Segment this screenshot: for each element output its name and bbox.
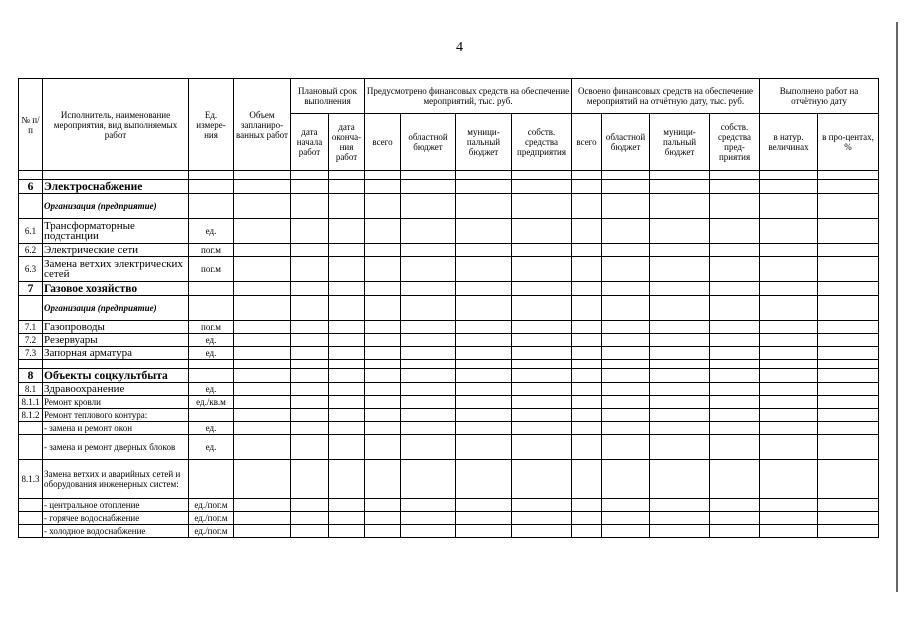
table-row [19,499,879,512]
row-name: Замена ветхих электрических сетей [43,257,189,282]
page-number: 4 [456,40,463,55]
row-name: Ремонт теплового контура: [43,409,189,422]
row-num: 7 [19,282,43,296]
row-name: Объекты соцкультбыта [43,369,189,383]
row-num: 6.2 [19,244,43,257]
header-done: Выполнено работ на отчётную дату [760,79,879,114]
row-num: 8.1.3 [19,460,43,499]
table-row [19,512,879,525]
header-municipal-2: муници-пальный бюджет [650,114,710,171]
table-row [19,422,879,435]
header-plan-end: дата оконча-ния работ [329,114,365,171]
row-name: - замена и ремонт окон [43,422,189,435]
row-unit: пог.м [189,244,234,257]
header-percent: в про-центах, % [818,114,879,171]
header-mastered: Освоено финансовых средств на обеспечение мероприятий на отчётную дату, тыс. руб. [572,79,760,114]
row-name: Ремонт кровли [43,396,189,409]
row-name: Запорная арматура [43,347,189,360]
row-name: Здравоохранение [43,383,189,396]
header-municipal: муници-пальный бюджет [456,114,512,171]
row-num: 6 [19,180,43,194]
row-unit: пог.м [189,321,234,334]
row-unit: ед./кв.м [189,396,234,409]
row-num: 8.1 [19,383,43,396]
header-unit: Ед. измере-ния [189,79,234,171]
row-name: Электроснабжение [43,180,189,194]
table-row [19,360,879,369]
header-regional-2: областной бюджет [602,114,650,171]
table-row [19,257,879,282]
table-row [19,435,879,460]
header-total-2: всего [572,114,602,171]
table-row [19,180,879,194]
row-unit: ед./пог.м [189,512,234,525]
row-unit: ед. [189,422,234,435]
row-unit: пог.м [189,257,234,282]
table-row [19,219,879,244]
header-total: всего [365,114,401,171]
header-regional: областной бюджет [401,114,456,171]
row-name: Организация (предприятие) [43,296,189,321]
row-unit: ед./пог.м [189,525,234,538]
scan-edge-line [896,22,898,592]
table-row [19,396,879,409]
table-row [19,383,879,396]
table-row [19,409,879,422]
row-unit: ед. [189,334,234,347]
table-row [19,525,879,538]
activities-table [18,78,879,538]
table-row [19,369,879,383]
header-provided: Предусмотрено финансовых средств на обеспечение мероприятий, тыс. руб. [365,79,572,114]
header-plan-start: дата начала работ [291,114,329,171]
row-name: Газопроводы [43,321,189,334]
row-num: 8 [19,369,43,383]
row-num: 7.3 [19,347,43,360]
table-row [19,296,879,321]
row-unit: ед. [189,219,234,244]
row-num: 8.1.2 [19,409,43,422]
row-num: 6.1 [19,219,43,244]
table-row [19,334,879,347]
row-name: - центральное отопление [43,499,189,512]
row-unit: ед. [189,347,234,360]
header-own: собств. средства предприятия [512,114,572,171]
row-unit: ед./пог.м [189,499,234,512]
row-num: 7.2 [19,334,43,347]
header-own-2: собств. средства пред-приятия [710,114,760,171]
row-name: - горячее водоснабжение [43,512,189,525]
header-num: № п/п [19,79,43,171]
header-natural: в натур. величинах [760,114,818,171]
table-row [19,171,879,180]
row-num: 8.1.1 [19,396,43,409]
table-row [19,347,879,360]
header-plan-term: Плановый срок выполнения [291,79,365,114]
table-row [19,194,879,219]
row-unit: ед. [189,383,234,396]
table-row [19,244,879,257]
row-name: Трансформаторные подстанции [43,219,189,244]
row-name: Резервуары [43,334,189,347]
table-row [19,321,879,334]
row-name: Организация (предприятие) [43,194,189,219]
row-name: Электрические сети [43,244,189,257]
row-name: - замена и ремонт дверных блоков [43,435,189,460]
row-unit: ед. [189,435,234,460]
row-name: - холодное водоснабжение [43,525,189,538]
row-name: Газовое хозяйство [43,282,189,296]
row-name: Замена ветхих и аварийных сетей и оборудования инженерных систем: [43,460,189,499]
table-row [19,460,879,499]
row-num: 6.3 [19,257,43,282]
header-volume: Объем запланиро-ванных работ [234,79,291,171]
table-row [19,282,879,296]
header-executor: Исполнитель, наименование мероприятия, вид выполняемых работ [43,79,189,171]
row-num: 7.1 [19,321,43,334]
